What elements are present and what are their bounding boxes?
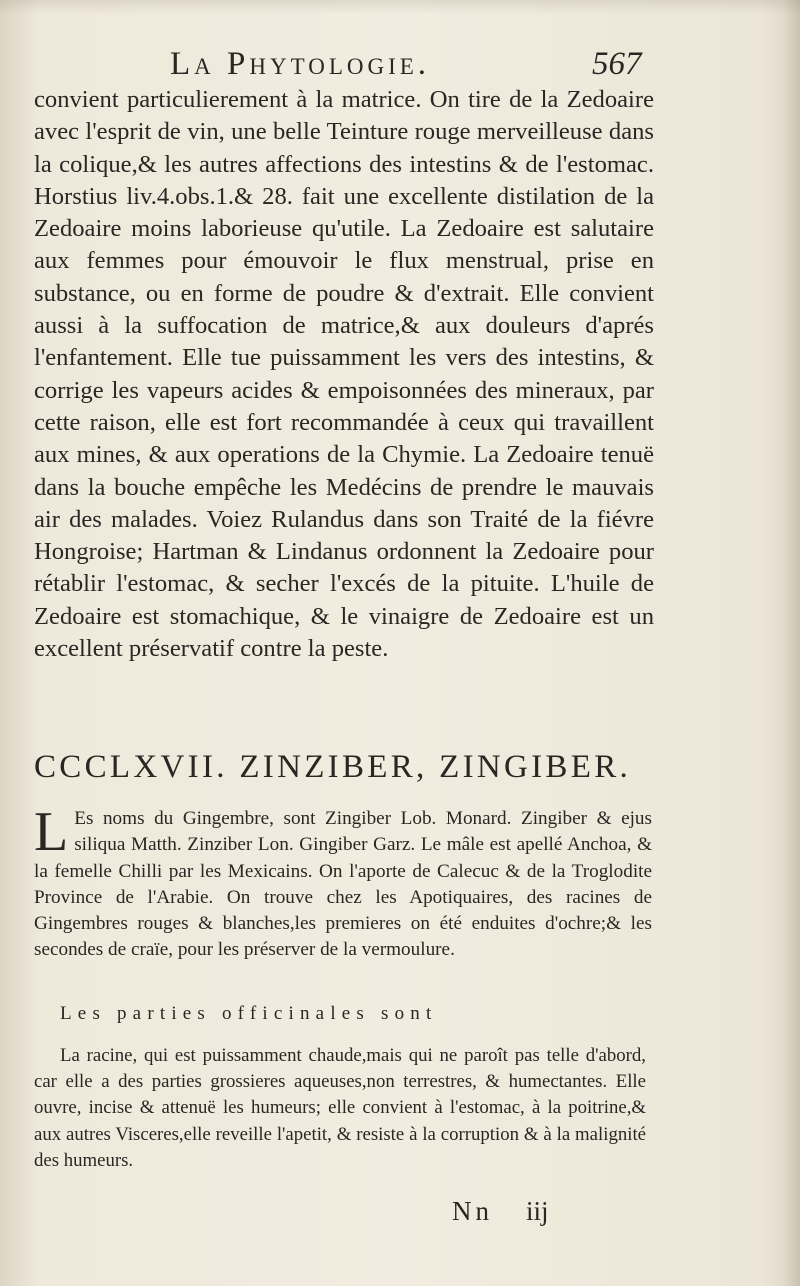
running-title: La Phytologie. [170, 46, 431, 82]
page-top-shadow [0, 0, 800, 14]
main-paragraph [34, 84, 654, 665]
section-body [34, 1043, 646, 1174]
page-number: 567 [592, 46, 642, 82]
drop-cap: L [34, 801, 69, 863]
chapter-intro-text: Es noms du Gingembre, sont Zingiber Lob. Monard. Zingiber & ejus siliqua Matth. Zinziber Lon. Gingiber Garz. Le mâle est apellé Anchoa, & la femelle Chilli par les Mexicains. On l'aporte de Calecuc & de la Troglodite Province de l'Arabie. On trouve chez les Apotiquaires, des racines de Gingembres rouges & blanches,les premieres on été enduites d'ochre;& les secondes de craïe, pour les préserver de la vermoulure. [34, 808, 652, 961]
chapter-intro [34, 801, 652, 964]
page-edge-shadow [782, 0, 800, 1286]
zedoaire-paragraph: convient particulierement à la matrice. On tire de la Zedoaire avec l'esprit de vin, une belle Teinture rouge merveilleuse dans la colique,& les autres affections des intestins & de l'estomac. Horstius liv.4.obs.1.& 28. fait une excellente distilation de la Zedoaire moins laborieuse qu'utile. La Zedoaire est salutaire aux femmes pour émouvoir le flux menstrual, prise en substance, ou en forme de poudre & d'extrait. Elle convient aussi à la suffocation de matrice,& aux douleurs d'aprés l'enfantement. Elle tue puissamment les vers des intestins, & corrige les vapeurs acides & empoisonnées des mineraux, par cette raison, elle est fort recommandée à ceux qui travaillent aux mines, & aux operations de la Chymie. La Zedoaire tenuë dans la bouche empêche les Medécins de prendre le mauvais air des malades. Voiez Rulandus dans son Traité de la fiévre Hongroise; Hartman & Lindanus ordonnent la Zedoaire pour rétablir l'estomac, & secher l'excés de la pituite. L'huile de Zedoaire est stomachique, & le vinaigre de Zedoaire est un excellent préservatif contre la peste. [34, 86, 654, 663]
section-heading: Les parties officinales sont [60, 1003, 438, 1024]
section-paragraph: La racine, qui est puissamment chaude,mais qui ne paroît pas telle d'abord, car elle a des parties grossieres aqueuses,non terrestres, & humectantes. Elle ouvre, incise & attenuë les humeurs; elle convient à l'estomac, à la poitrine,& aux autres Visceres,elle reveille l'apetit, & resiste à la corruption & à la malignité des humeurs. [34, 1045, 646, 1171]
signature-numeral: iij [526, 1196, 549, 1226]
chapter-heading: CCCLXVII. ZINZIBER, ZINGIBER. [34, 749, 632, 785]
signature-mark: Nn [452, 1196, 493, 1226]
running-head [0, 46, 800, 86]
